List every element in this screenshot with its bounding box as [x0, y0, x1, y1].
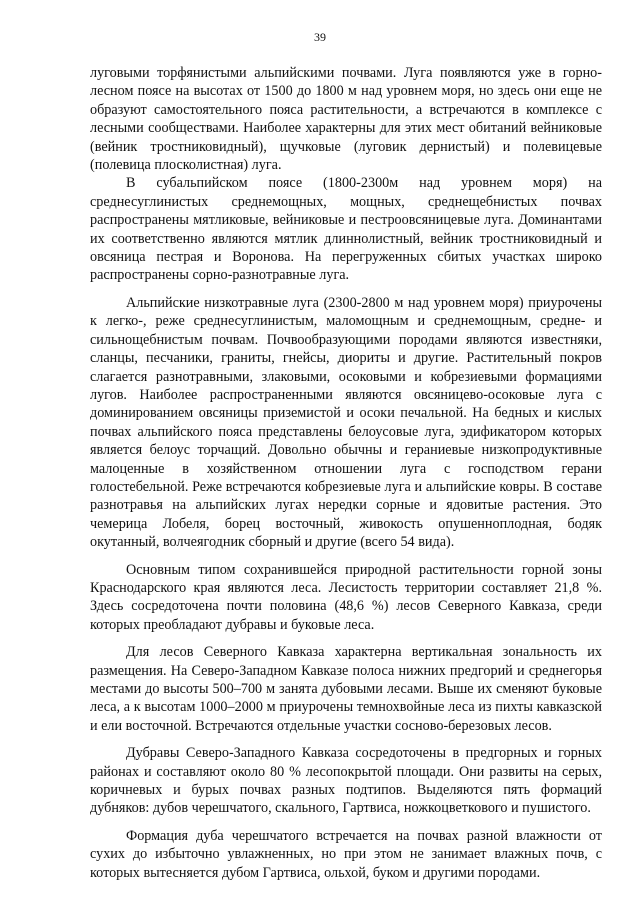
paragraph-5: Для лесов Северного Кавказа характерна вертикальная зональность их размещения. На Северо-Западном Кавказе полоса нижних предгорий и среднегорья местами до высоты 500–700 м занята дубовыми лесами. Выше их сменяют буковые леса, а к высотам 1000–2000 м приурочены темнохвойные леса из пихты кавказской и ели восточной. Встречаются отдельные участки сосново-березовых лесов. [90, 644, 602, 734]
paragraph-2: В субальпийском поясе (1800-2300м над уровнем моря) на среднесуглинистых среднемощных, мощных, среднещебнистых почвах распространены мятликовые, вейниковые и пестроовсяницевые луга. Доминантами их соответственно являются мятлик длиннолистный, вейник тростниковидный и овсяница пестрая и Воронова. На перегруженных сбитых участках широко распространены сорно-разнотравные луга. [90, 175, 602, 284]
paragraph-7: Формация дуба черешчатого встречается на почвах разной влажности от сухих до избыточно увлажненных, но при этом не занимает влажных почв, с которых вытесняется дубом Гартвиса, ольхой, буком и другими породами. [90, 827, 602, 881]
paragraph-1: луговыми торфянистыми альпийскими почвами. Луга появляются уже в горно-лесном поясе на высотах от 1500 до 1800 м над уровнем моря, но здесь они еще не образуют самостоятельного пояса растительности, а встречаются в комплексе с лесными сообществами. Наиболее характерны для этих мест обитаний вейниковые (вейник тростниковидный), щучковые (луговик дернистый) и полевицевые (полевица плосколистная) луга. [90, 65, 602, 174]
page-number: 39 [314, 30, 326, 44]
paragraph-3: Альпийские низкотравные луга (2300-2800 м над уровнем моря) приурочены к легко-, реже среднесуглинистым, маломощным и среднемощным, средне- и сильнощебнистым почвам. Почвообразующими породами являются известняки, сланцы, песчаники, граниты, гнейсы, диориты и другие. Растительный покров слагается разнотравными, злаковыми, осоковыми и кобрезиевыми формациями лугов. Наиболее распространенными являются овсяницево-осоковые луга с доминированием овсяницы приземистой и осоки печальной. На бедных и кислых почвах альпийского пояса представлены белоусовые луга, эдификатором которых является белоус торчащий. Довольно обычны и гераниевые низкопродуктивные малоценные в хозяйственном отношении луга с господством герани голостебельной. Реже встречаются кобрезиевые луга и альпийские ковры. В составе разнотравья на альпийских лугах нередки сорные и ядовитые растения. Это чемерица Лобеля, борец восточный, живокость опушеннoплодная, бодяк окутанный, волчеягодник сборный и другие (всего 54 вида). [90, 294, 602, 551]
body-text [90, 64, 602, 882]
paragraph-4: Основным типом сохранившейся природной растительности горной зоны Краснодарского края являются леса. Лесистость территории составляет 21,8 %. Здесь сосредоточена почти половина (48,6 %) лесов Северного Кавказа, среди которых преобладают дубравы и буковые леса. [90, 561, 602, 633]
paragraph-6: Дубравы Северо-Западного Кавказа сосредоточены в предгорных и горных районах и составляют около 80 % лесопокрытой площади. Они развиты на серых, коричневых и бурых почвах разных подтипов. Выделяются пять формаций дубняков: дубов черешчатого, скального, Гартвиса, ножкоцветкового и пушистого. [90, 745, 602, 817]
